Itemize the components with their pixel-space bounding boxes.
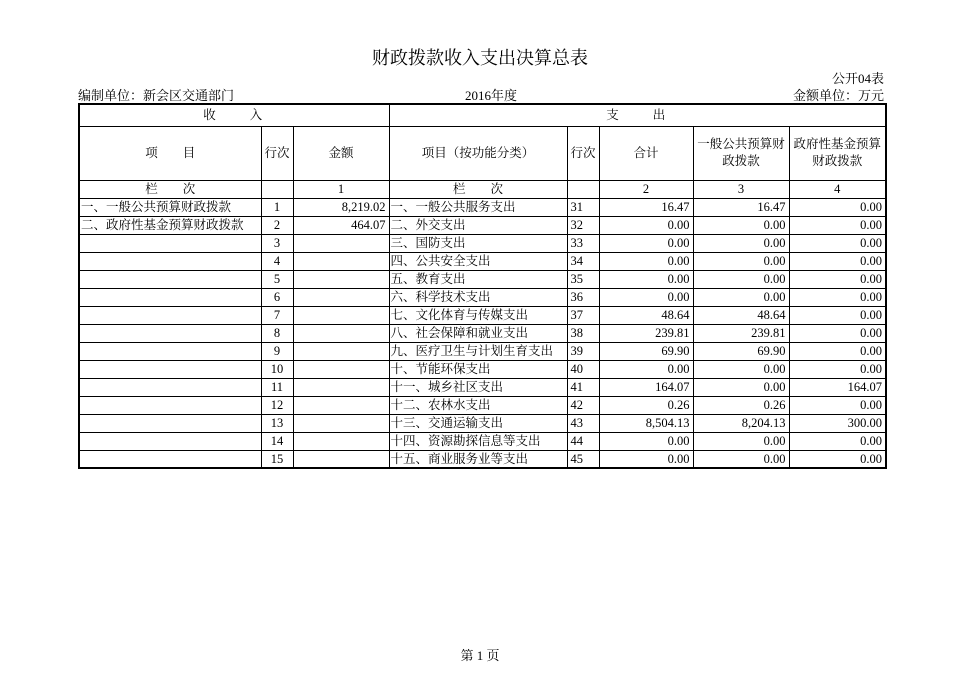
expense-total-cell: 0.00 — [599, 450, 693, 468]
expense-item-cell: 三、国防支出 — [389, 234, 567, 252]
income-line-no-cell: 8 — [261, 324, 293, 342]
income-line-no-cell: 9 — [261, 342, 293, 360]
expense-line-no-cell: 35 — [567, 270, 599, 288]
income-amount-cell — [293, 342, 389, 360]
general-budget-cell: 0.00 — [693, 270, 789, 288]
income-amount-header: 金额 — [293, 126, 389, 180]
general-budget-cell: 69.90 — [693, 342, 789, 360]
income-line-no-cell: 15 — [261, 450, 293, 468]
income-amount-cell — [293, 270, 389, 288]
expense-line-no-cell: 41 — [567, 378, 599, 396]
general-budget-cell: 16.47 — [693, 198, 789, 216]
income-amount-cell — [293, 360, 389, 378]
table-row — [79, 396, 886, 414]
income-item-cell — [79, 342, 261, 360]
expense-total-index: 2 — [599, 180, 693, 198]
income-line-no-header: 行次 — [261, 126, 293, 180]
expense-item-cell: 九、医疗卫生与计划生育支出 — [389, 342, 567, 360]
expense-item-cell: 十一、城乡社区支出 — [389, 378, 567, 396]
expense-total-cell: 0.00 — [599, 252, 693, 270]
expense-total-cell: 0.00 — [599, 360, 693, 378]
general-budget-cell: 0.00 — [693, 432, 789, 450]
expense-line-no-cell: 37 — [567, 306, 599, 324]
expense-total-cell: 0.00 — [599, 234, 693, 252]
income-amount-cell — [293, 432, 389, 450]
income-amount-cell — [293, 234, 389, 252]
table-row — [79, 198, 886, 216]
gov-fund-budget-cell: 0.00 — [789, 288, 886, 306]
expense-item-cell: 十、节能环保支出 — [389, 360, 567, 378]
gov-fund-budget-cell: 164.07 — [789, 378, 886, 396]
expense-line-no-cell: 38 — [567, 324, 599, 342]
expense-item-cell: 八、社会保障和就业支出 — [389, 324, 567, 342]
table-body — [79, 198, 886, 468]
income-line-no-cell: 4 — [261, 252, 293, 270]
expense-item-cell: 一、一般公共服务支出 — [389, 198, 567, 216]
table-row — [79, 270, 886, 288]
expense-total-cell: 164.07 — [599, 378, 693, 396]
expense-item-cell: 十五、商业服务业等支出 — [389, 450, 567, 468]
expense-line-no-header: 行次 — [567, 126, 599, 180]
expense-total-header: 合计 — [599, 126, 693, 180]
expense-line-no-cell: 31 — [567, 198, 599, 216]
general-budget-index: 3 — [693, 180, 789, 198]
expense-line-no-cell: 42 — [567, 396, 599, 414]
income-line-no-cell: 11 — [261, 378, 293, 396]
gov-fund-budget-cell: 0.00 — [789, 306, 886, 324]
income-item-cell — [79, 288, 261, 306]
table-row — [79, 252, 886, 270]
expense-line-no-cell: 44 — [567, 432, 599, 450]
expense-line-no-index — [567, 180, 599, 198]
table-row — [79, 306, 886, 324]
expense-index-label: 栏 次 — [389, 180, 567, 198]
expense-line-no-cell: 43 — [567, 414, 599, 432]
income-amount-index: 1 — [293, 180, 389, 198]
expense-item-cell: 四、公共安全支出 — [389, 252, 567, 270]
income-item-header: 项 目 — [79, 126, 261, 180]
income-line-no-cell: 13 — [261, 414, 293, 432]
expense-total-cell: 0.00 — [599, 216, 693, 234]
general-budget-cell: 0.00 — [693, 234, 789, 252]
income-item-cell — [79, 360, 261, 378]
expense-line-no-cell: 33 — [567, 234, 599, 252]
income-line-no-cell: 6 — [261, 288, 293, 306]
income-amount-cell — [293, 414, 389, 432]
income-item-cell — [79, 378, 261, 396]
expense-total-cell: 8,504.13 — [599, 414, 693, 432]
income-amount-cell — [293, 450, 389, 468]
income-item-cell — [79, 252, 261, 270]
expense-total-cell: 69.90 — [599, 342, 693, 360]
income-item-cell — [79, 234, 261, 252]
income-line-no-cell: 5 — [261, 270, 293, 288]
table-row — [79, 378, 886, 396]
expense-line-no-cell: 32 — [567, 216, 599, 234]
income-line-no-cell: 12 — [261, 396, 293, 414]
table-row — [79, 234, 886, 252]
expense-item-header: 项目（按功能分类） — [389, 126, 567, 180]
income-group-header: 收 入 — [79, 104, 389, 126]
expense-item-cell: 五、教育支出 — [389, 270, 567, 288]
table-row — [79, 288, 886, 306]
income-item-cell — [79, 432, 261, 450]
general-budget-header: 一般公共预算财政拨款 — [693, 126, 789, 180]
table-row — [79, 216, 886, 234]
expense-line-no-cell: 39 — [567, 342, 599, 360]
general-budget-cell: 8,204.13 — [693, 414, 789, 432]
income-amount-cell — [293, 378, 389, 396]
general-budget-cell: 0.26 — [693, 396, 789, 414]
general-budget-cell: 0.00 — [693, 252, 789, 270]
expense-total-cell: 0.26 — [599, 396, 693, 414]
gov-fund-budget-cell: 0.00 — [789, 396, 886, 414]
expense-total-cell: 0.00 — [599, 288, 693, 306]
income-item-cell — [79, 306, 261, 324]
expense-item-cell: 六、科学技术支出 — [389, 288, 567, 306]
income-amount-cell — [293, 324, 389, 342]
budget-summary-table — [78, 103, 887, 469]
expense-total-cell: 0.00 — [599, 432, 693, 450]
expenditure-group-header: 支 出 — [389, 104, 886, 126]
table-row — [79, 414, 886, 432]
gov-fund-budget-cell: 0.00 — [789, 270, 886, 288]
income-line-no-cell: 1 — [261, 198, 293, 216]
income-item-cell: 二、政府性基金预算财政拨款 — [79, 216, 261, 234]
income-line-no-cell: 10 — [261, 360, 293, 378]
table-row — [79, 450, 886, 468]
gov-fund-budget-cell: 0.00 — [789, 432, 886, 450]
group-header-row — [79, 104, 886, 126]
fiscal-year: 2016年度 — [464, 88, 517, 103]
gov-fund-budget-index: 4 — [789, 180, 886, 198]
form-code: 公开04表 — [831, 71, 884, 86]
income-item-cell — [79, 450, 261, 468]
gov-fund-budget-cell: 0.00 — [789, 360, 886, 378]
expense-line-no-cell: 45 — [567, 450, 599, 468]
income-line-no-index — [261, 180, 293, 198]
expense-item-cell: 七、文化体育与传媒支出 — [389, 306, 567, 324]
general-budget-cell: 0.00 — [693, 360, 789, 378]
report-title: 财政拨款收入支出决算总表 — [372, 48, 588, 68]
general-budget-cell: 0.00 — [693, 216, 789, 234]
income-item-cell — [79, 396, 261, 414]
expense-line-no-cell: 36 — [567, 288, 599, 306]
general-budget-cell: 0.00 — [693, 450, 789, 468]
gov-fund-budget-cell: 300.00 — [789, 414, 886, 432]
expense-total-cell: 0.00 — [599, 270, 693, 288]
expense-total-cell: 16.47 — [599, 198, 693, 216]
income-item-cell — [79, 270, 261, 288]
column-index-row — [79, 180, 886, 198]
income-amount-cell: 8,219.02 — [293, 198, 389, 216]
income-amount-cell — [293, 252, 389, 270]
gov-fund-budget-cell: 0.00 — [789, 450, 886, 468]
expense-line-no-cell: 40 — [567, 360, 599, 378]
general-budget-cell: 0.00 — [693, 288, 789, 306]
table-header — [79, 104, 886, 198]
gov-fund-budget-cell: 0.00 — [789, 342, 886, 360]
gov-fund-budget-header: 政府性基金预算财政拨款 — [789, 126, 886, 180]
income-amount-cell — [293, 396, 389, 414]
general-budget-cell: 0.00 — [693, 378, 789, 396]
gov-fund-budget-cell: 0.00 — [789, 252, 886, 270]
expense-item-cell: 二、外交支出 — [389, 216, 567, 234]
column-header-row — [79, 126, 886, 180]
gov-fund-budget-cell: 0.00 — [789, 198, 886, 216]
gov-fund-budget-cell: 0.00 — [789, 216, 886, 234]
income-item-cell: 一、一般公共预算财政拨款 — [79, 198, 261, 216]
general-budget-cell: 48.64 — [693, 306, 789, 324]
page-number: 第 1 页 — [460, 648, 500, 663]
income-index-label: 栏 次 — [79, 180, 261, 198]
income-line-no-cell: 7 — [261, 306, 293, 324]
expense-item-cell: 十四、资源勘探信息等支出 — [389, 432, 567, 450]
income-amount-cell — [293, 288, 389, 306]
table-row — [79, 360, 886, 378]
expense-total-cell: 239.81 — [599, 324, 693, 342]
amount-unit: 金额单位：万元 — [792, 88, 884, 103]
income-item-cell — [79, 324, 261, 342]
income-line-no-cell: 2 — [261, 216, 293, 234]
income-item-cell — [79, 414, 261, 432]
income-line-no-cell: 3 — [261, 234, 293, 252]
table-row — [79, 432, 886, 450]
expense-item-cell: 十三、交通运输支出 — [389, 414, 567, 432]
table-row — [79, 324, 886, 342]
reporting-unit: 编制单位：新会区交通部门 — [78, 88, 235, 103]
table-row — [79, 342, 886, 360]
gov-fund-budget-cell: 0.00 — [789, 324, 886, 342]
expense-item-cell: 十二、农林水支出 — [389, 396, 567, 414]
income-amount-cell: 464.07 — [293, 216, 389, 234]
gov-fund-budget-cell: 0.00 — [789, 234, 886, 252]
expense-total-cell: 48.64 — [599, 306, 693, 324]
income-line-no-cell: 14 — [261, 432, 293, 450]
expense-line-no-cell: 34 — [567, 252, 599, 270]
income-amount-cell — [293, 306, 389, 324]
general-budget-cell: 239.81 — [693, 324, 789, 342]
